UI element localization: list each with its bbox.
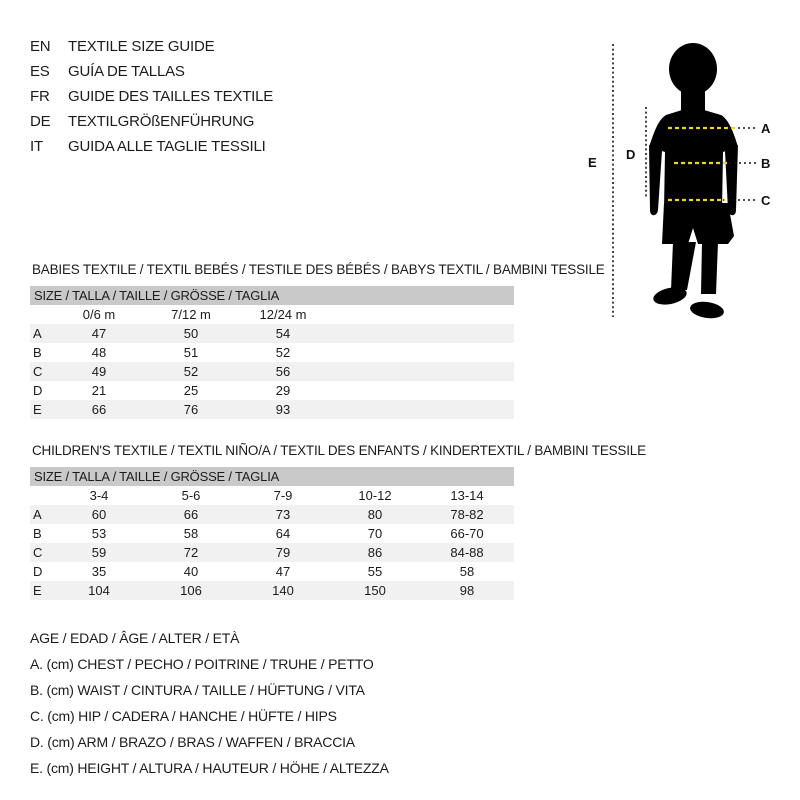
column-header-row xyxy=(30,305,514,324)
legend-line-hip: C. (cm) HIP / CADERA / HANCHE / HÜFTE / HIPS xyxy=(30,708,337,724)
language-title: TEXTILE SIZE GUIDE xyxy=(68,38,215,55)
table-cell: 52 xyxy=(183,364,199,379)
language-code: IT xyxy=(30,138,43,155)
column-header: 7/12 m xyxy=(171,307,211,322)
table-row xyxy=(30,324,514,343)
table-cell: 104 xyxy=(88,583,110,598)
table-cell: 76 xyxy=(183,402,199,417)
children-size-table xyxy=(30,467,514,600)
table-row xyxy=(30,505,514,524)
table-cell: 78-82 xyxy=(450,507,484,522)
table-cell: 84-88 xyxy=(450,545,484,560)
language-row xyxy=(30,59,273,84)
column-header: 10-12 xyxy=(358,488,392,503)
table-cell: 25 xyxy=(183,383,199,398)
child-silhouette xyxy=(649,43,738,320)
table-cell: 54 xyxy=(275,326,291,341)
language-row xyxy=(30,134,273,159)
table-cell: 48 xyxy=(91,345,107,360)
measurement-legend xyxy=(30,625,389,781)
column-header: 0/6 m xyxy=(82,307,116,322)
table-cell: 93 xyxy=(275,402,291,417)
language-code: ES xyxy=(30,63,50,80)
babies-size-table xyxy=(30,286,514,419)
table-cell: 79 xyxy=(275,545,291,560)
table-cell: 56 xyxy=(275,364,291,379)
table-cell: 47 xyxy=(275,564,291,579)
column-header: 3-4 xyxy=(89,488,109,503)
language-title: GUIDA ALLE TAGLIE TESSILI xyxy=(68,138,266,155)
table-cell: 35 xyxy=(91,564,107,579)
table-cell: 50 xyxy=(183,326,199,341)
language-row xyxy=(30,109,273,134)
legend-line-chest: A. (cm) CHEST / PECHO / POITRINE / TRUHE / PETTO xyxy=(30,656,374,672)
row-label: C xyxy=(33,545,43,560)
table-cell: 29 xyxy=(275,383,291,398)
table-row xyxy=(30,362,514,381)
size-header-bar: SIZE / TALLA / TAILLE / GRÖSSE / TAGLIA xyxy=(30,467,514,486)
table-row xyxy=(30,524,514,543)
table-cell: 52 xyxy=(275,345,291,360)
row-label: E xyxy=(33,402,42,417)
table-row xyxy=(30,343,514,362)
table-cell: 58 xyxy=(183,526,199,541)
table-cell: 140 xyxy=(272,583,294,598)
language-code: EN xyxy=(30,38,51,55)
table-cell: 106 xyxy=(180,583,202,598)
measure-label-c: C xyxy=(761,193,771,208)
language-title: TEXTILGRÖßENFÜHRUNG xyxy=(68,113,255,130)
table-row xyxy=(30,543,514,562)
table-cell: 66 xyxy=(183,507,199,522)
table-cell: 80 xyxy=(367,507,383,522)
language-title: GUÍA DE TALLAS xyxy=(68,63,185,80)
language-title-list xyxy=(30,34,273,159)
children-section-title: CHILDREN'S TEXTILE / TEXTIL NIÑO/A / TEXTIL DES ENFANTS / KINDERTEXTIL / BAMBINI TESSILE xyxy=(32,443,646,458)
table-cell: 98 xyxy=(459,583,475,598)
table-cell: 73 xyxy=(275,507,291,522)
row-label: A xyxy=(33,507,42,522)
language-code: FR xyxy=(30,88,50,105)
row-label: E xyxy=(33,583,42,598)
table-cell: 51 xyxy=(183,345,199,360)
measure-label-e: E xyxy=(588,155,597,170)
row-label: B xyxy=(33,526,42,541)
legend-line-height: E. (cm) HEIGHT / ALTURA / HAUTEUR / HÖHE / ALTEZZA xyxy=(30,760,389,776)
babies-section-title: BABIES TEXTILE / TEXTIL BEBÉS / TESTILE DES BÉBÉS / BABYS TEXTIL / BAMBINI TESSILE xyxy=(32,262,605,277)
column-header: 5-6 xyxy=(181,488,201,503)
language-row xyxy=(30,34,273,59)
table-cell: 70 xyxy=(367,526,383,541)
table-cell: 150 xyxy=(364,583,386,598)
size-header-bar: SIZE / TALLA / TAILLE / GRÖSSE / TAGLIA xyxy=(30,286,514,305)
table-cell: 49 xyxy=(91,364,107,379)
language-code: DE xyxy=(30,113,51,130)
measure-label-b: B xyxy=(761,156,771,171)
table-cell: 55 xyxy=(367,564,383,579)
measure-label-d: D xyxy=(626,147,636,162)
table-row xyxy=(30,562,514,581)
table-cell: 21 xyxy=(91,383,107,398)
table-row xyxy=(30,381,514,400)
table-cell: 86 xyxy=(367,545,383,560)
table-row xyxy=(30,581,514,600)
table-cell: 47 xyxy=(91,326,107,341)
table-cell: 40 xyxy=(183,564,199,579)
table-cell: 53 xyxy=(91,526,107,541)
row-label: A xyxy=(33,326,42,341)
children-textile-section xyxy=(30,443,646,600)
table-cell: 66 xyxy=(91,402,107,417)
table-cell: 59 xyxy=(91,545,107,560)
measure-label-a: A xyxy=(761,121,771,136)
row-label: D xyxy=(33,383,43,398)
table-cell: 58 xyxy=(459,564,475,579)
row-label: C xyxy=(33,364,43,379)
table-cell: 64 xyxy=(275,526,291,541)
table-row xyxy=(30,400,514,419)
legend-line-waist: B. (cm) WAIST / CINTURA / TAILLE / HÜFTUNG / VITA xyxy=(30,682,365,698)
legend-line-arm: D. (cm) ARM / BRAZO / BRAS / WAFFEN / BRACCIA xyxy=(30,734,355,750)
row-label: D xyxy=(33,564,43,579)
column-header-row xyxy=(30,486,514,505)
babies-textile-section xyxy=(30,262,605,419)
language-title: GUIDE DES TAILLES TEXTILE xyxy=(68,88,274,105)
table-cell: 66-70 xyxy=(450,526,484,541)
language-row xyxy=(30,84,273,109)
column-header: 12/24 m xyxy=(259,307,307,322)
column-header: 7-9 xyxy=(273,488,293,503)
row-label: B xyxy=(33,345,42,360)
column-header: 13-14 xyxy=(450,488,484,503)
table-cell: 72 xyxy=(183,545,199,560)
legend-line-age: AGE / EDAD / ÂGE / ALTER / ETÀ xyxy=(30,630,240,646)
table-cell: 60 xyxy=(91,507,107,522)
